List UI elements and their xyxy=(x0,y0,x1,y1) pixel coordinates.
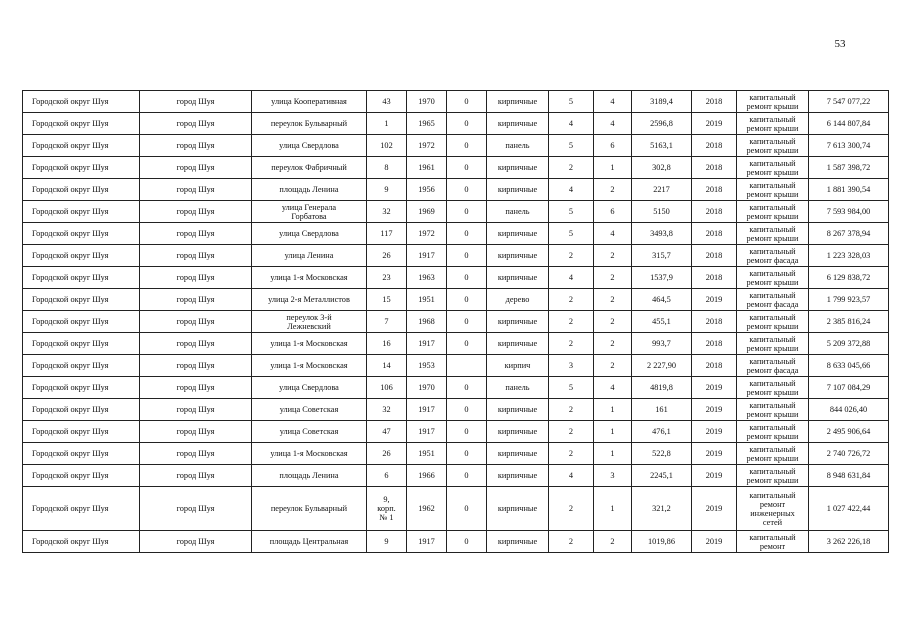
cell-area: 1019,86 xyxy=(632,531,692,553)
cell-street: переулок 3-й Лежневский xyxy=(252,311,367,333)
cell-street: площадь Ленина xyxy=(252,179,367,201)
cell-wall-material: панель xyxy=(487,135,549,157)
cell-wall-material: кирпичные xyxy=(487,333,549,355)
cell-district: Городской округ Шуя xyxy=(23,91,140,113)
cell-cost: 5 209 372,88 xyxy=(809,333,889,355)
cell-cost: 7 593 984,00 xyxy=(809,201,889,223)
cell-plan-year: 2019 xyxy=(692,531,737,553)
cell-year-overhaul: 0 xyxy=(447,267,487,289)
cell-area: 2245,1 xyxy=(632,465,692,487)
cell-district: Городской округ Шуя xyxy=(23,179,140,201)
cell-wall-material: кирпичные xyxy=(487,157,549,179)
cell-cost: 1 027 422,44 xyxy=(809,487,889,531)
cell-year-built: 1969 xyxy=(407,201,447,223)
cell-entrances: 4 xyxy=(594,223,632,245)
cell-wall-material: кирпичные xyxy=(487,113,549,135)
cell-street: улица Советская xyxy=(252,399,367,421)
cell-area: 5150 xyxy=(632,201,692,223)
cell-settlement: город Шуя xyxy=(140,311,252,333)
cell-floors: 3 xyxy=(549,355,594,377)
cell-street: улица 1-я Московская xyxy=(252,267,367,289)
table-row xyxy=(23,421,889,443)
cell-district: Городской округ Шуя xyxy=(23,157,140,179)
cell-house-number: 16 xyxy=(367,333,407,355)
cell-floors: 5 xyxy=(549,135,594,157)
page-number: 53 xyxy=(834,38,846,50)
cell-area: 3189,4 xyxy=(632,91,692,113)
cell-settlement: город Шуя xyxy=(140,399,252,421)
cell-entrances: 6 xyxy=(594,201,632,223)
cell-entrances: 2 xyxy=(594,289,632,311)
cell-street: площадь Центральная xyxy=(252,531,367,553)
cell-area: 522,8 xyxy=(632,443,692,465)
cell-cost: 8 948 631,84 xyxy=(809,465,889,487)
cell-year-overhaul: 0 xyxy=(447,223,487,245)
cell-entrances: 2 xyxy=(594,311,632,333)
cell-floors: 2 xyxy=(549,399,594,421)
cell-wall-material: кирпич xyxy=(487,355,549,377)
cell-district: Городской округ Шуя xyxy=(23,487,140,531)
table-row xyxy=(23,377,889,399)
cell-house-number: 47 xyxy=(367,421,407,443)
cell-work-type: капитальный ремонт крыши xyxy=(737,333,809,355)
cell-plan-year: 2018 xyxy=(692,311,737,333)
cell-work-type: капитальный ремонт фасада xyxy=(737,355,809,377)
cell-settlement: город Шуя xyxy=(140,355,252,377)
cell-street: улица Ленина xyxy=(252,245,367,267)
cell-wall-material: кирпичные xyxy=(487,311,549,333)
cell-work-type: капитальный ремонт крыши xyxy=(737,179,809,201)
cell-wall-material: кирпичные xyxy=(487,465,549,487)
cell-wall-material: кирпичные xyxy=(487,443,549,465)
cell-plan-year: 2019 xyxy=(692,377,737,399)
cell-area: 161 xyxy=(632,399,692,421)
cell-district: Городской округ Шуя xyxy=(23,443,140,465)
cell-year-overhaul: 0 xyxy=(447,135,487,157)
cell-floors: 2 xyxy=(549,443,594,465)
cell-house-number: 1 xyxy=(367,113,407,135)
cell-entrances: 4 xyxy=(594,377,632,399)
cell-entrances: 1 xyxy=(594,443,632,465)
table-row xyxy=(23,91,889,113)
cell-house-number: 14 xyxy=(367,355,407,377)
table-body xyxy=(23,91,889,553)
cell-street: переулок Фабричный xyxy=(252,157,367,179)
cell-work-type: капитальный ремонт фасада xyxy=(737,245,809,267)
table-row xyxy=(23,267,889,289)
cell-floors: 2 xyxy=(549,487,594,531)
cell-plan-year: 2018 xyxy=(692,201,737,223)
cell-year-overhaul: 0 xyxy=(447,157,487,179)
table-row xyxy=(23,487,889,531)
cell-house-number: 102 xyxy=(367,135,407,157)
cell-work-type: капитальный ремонт крыши xyxy=(737,223,809,245)
cell-settlement: город Шуя xyxy=(140,377,252,399)
cell-house-number: 32 xyxy=(367,399,407,421)
cell-cost: 8 267 378,94 xyxy=(809,223,889,245)
cell-area: 302,8 xyxy=(632,157,692,179)
cell-year-built: 1972 xyxy=(407,223,447,245)
cell-district: Городской округ Шуя xyxy=(23,135,140,157)
table-row xyxy=(23,531,889,553)
cell-district: Городской округ Шуя xyxy=(23,311,140,333)
cell-year-built: 1951 xyxy=(407,289,447,311)
cell-street: площадь Ленина xyxy=(252,465,367,487)
cell-house-number: 7 xyxy=(367,311,407,333)
cell-entrances: 2 xyxy=(594,355,632,377)
cell-floors: 2 xyxy=(549,289,594,311)
table-row xyxy=(23,333,889,355)
cell-settlement: город Шуя xyxy=(140,135,252,157)
cell-house-number: 43 xyxy=(367,91,407,113)
table-row xyxy=(23,135,889,157)
cell-district: Городской округ Шуя xyxy=(23,267,140,289)
cell-work-type: капитальный ремонт крыши xyxy=(737,201,809,223)
cell-entrances: 1 xyxy=(594,399,632,421)
cell-plan-year: 2018 xyxy=(692,91,737,113)
cell-entrances: 2 xyxy=(594,245,632,267)
cell-work-type: капитальный ремонт крыши xyxy=(737,267,809,289)
cell-area: 1537,9 xyxy=(632,267,692,289)
cell-plan-year: 2019 xyxy=(692,487,737,531)
cell-year-overhaul: 0 xyxy=(447,465,487,487)
cell-cost: 2 740 726,72 xyxy=(809,443,889,465)
cell-year-overhaul: 0 xyxy=(447,289,487,311)
cell-wall-material: кирпичные xyxy=(487,179,549,201)
cell-plan-year: 2019 xyxy=(692,443,737,465)
cell-house-number: 15 xyxy=(367,289,407,311)
cell-wall-material: дерево xyxy=(487,289,549,311)
cell-plan-year: 2019 xyxy=(692,113,737,135)
cell-house-number: 32 xyxy=(367,201,407,223)
table-row xyxy=(23,113,889,135)
cell-year-built: 1956 xyxy=(407,179,447,201)
cell-floors: 2 xyxy=(549,245,594,267)
table-row xyxy=(23,355,889,377)
cell-work-type: капитальный ремонт крыши xyxy=(737,135,809,157)
cell-district: Городской округ Шуя xyxy=(23,333,140,355)
cell-area: 476,1 xyxy=(632,421,692,443)
cell-plan-year: 2019 xyxy=(692,289,737,311)
cell-house-number: 117 xyxy=(367,223,407,245)
cell-year-overhaul: 0 xyxy=(447,201,487,223)
cell-house-number: 6 xyxy=(367,465,407,487)
table-row xyxy=(23,465,889,487)
cell-year-overhaul: 0 xyxy=(447,91,487,113)
cell-settlement: город Шуя xyxy=(140,443,252,465)
cell-settlement: город Шуя xyxy=(140,267,252,289)
cell-year-built: 1917 xyxy=(407,531,447,553)
cell-year-built: 1966 xyxy=(407,465,447,487)
cell-house-number: 106 xyxy=(367,377,407,399)
cell-year-built: 1963 xyxy=(407,267,447,289)
cell-entrances: 1 xyxy=(594,421,632,443)
cell-plan-year: 2018 xyxy=(692,157,737,179)
cell-area: 993,7 xyxy=(632,333,692,355)
cell-year-overhaul: 0 xyxy=(447,179,487,201)
cell-settlement: город Шуя xyxy=(140,91,252,113)
cell-cost: 6 144 807,84 xyxy=(809,113,889,135)
cell-cost: 8 633 045,66 xyxy=(809,355,889,377)
cell-year-overhaul: 0 xyxy=(447,245,487,267)
cell-year-built: 1970 xyxy=(407,377,447,399)
cell-entrances: 2 xyxy=(594,333,632,355)
table-row xyxy=(23,399,889,421)
cell-wall-material: кирпичные xyxy=(487,91,549,113)
cell-year-built: 1917 xyxy=(407,333,447,355)
cell-area: 315,7 xyxy=(632,245,692,267)
cell-floors: 2 xyxy=(549,311,594,333)
cell-wall-material: кирпичные xyxy=(487,531,549,553)
cell-district: Городской округ Шуя xyxy=(23,289,140,311)
cell-year-built: 1968 xyxy=(407,311,447,333)
cell-settlement: город Шуя xyxy=(140,179,252,201)
cell-settlement: город Шуя xyxy=(140,157,252,179)
cell-district: Городской округ Шуя xyxy=(23,245,140,267)
cell-plan-year: 2018 xyxy=(692,333,737,355)
cell-cost: 3 262 226,18 xyxy=(809,531,889,553)
cell-district: Городской округ Шуя xyxy=(23,201,140,223)
cell-street: улица Свердлова xyxy=(252,223,367,245)
cell-year-built: 1917 xyxy=(407,421,447,443)
cell-street: улица 1-я Московская xyxy=(252,333,367,355)
cell-house-number: 26 xyxy=(367,443,407,465)
cell-year-overhaul: 0 xyxy=(447,113,487,135)
cell-year-overhaul: 0 xyxy=(447,421,487,443)
cell-work-type: капитальный ремонт крыши xyxy=(737,421,809,443)
cell-area: 2596,8 xyxy=(632,113,692,135)
cell-entrances: 4 xyxy=(594,113,632,135)
cell-plan-year: 2019 xyxy=(692,399,737,421)
cell-district: Городской округ Шуя xyxy=(23,421,140,443)
cell-work-type: капитальный ремонт крыши xyxy=(737,377,809,399)
cell-wall-material: кирпичные xyxy=(487,245,549,267)
table-row xyxy=(23,311,889,333)
cell-district: Городской округ Шуя xyxy=(23,531,140,553)
cell-area: 5163,1 xyxy=(632,135,692,157)
cell-floors: 5 xyxy=(549,201,594,223)
cell-floors: 5 xyxy=(549,91,594,113)
cell-wall-material: панель xyxy=(487,201,549,223)
cell-area: 455,1 xyxy=(632,311,692,333)
cell-year-overhaul: 0 xyxy=(447,311,487,333)
cell-work-type: капитальный ремонт крыши xyxy=(737,113,809,135)
table-row xyxy=(23,223,889,245)
cell-floors: 2 xyxy=(549,333,594,355)
cell-settlement: город Шуя xyxy=(140,333,252,355)
cell-floors: 2 xyxy=(549,157,594,179)
cell-area: 4819,8 xyxy=(632,377,692,399)
cell-settlement: город Шуя xyxy=(140,245,252,267)
cell-work-type: капитальный ремонт крыши xyxy=(737,443,809,465)
cell-floors: 2 xyxy=(549,531,594,553)
cell-settlement: город Шуя xyxy=(140,487,252,531)
cell-year-built: 1917 xyxy=(407,399,447,421)
cell-floors: 5 xyxy=(549,377,594,399)
cell-area: 2 227,90 xyxy=(632,355,692,377)
cell-year-built: 1962 xyxy=(407,487,447,531)
table-row xyxy=(23,443,889,465)
cell-floors: 4 xyxy=(549,179,594,201)
cell-year-overhaul: 0 xyxy=(447,531,487,553)
cell-cost: 7 107 084,29 xyxy=(809,377,889,399)
cell-floors: 5 xyxy=(549,223,594,245)
cell-work-type: капитальный ремонт инженерных сетей xyxy=(737,487,809,531)
cell-plan-year: 2018 xyxy=(692,223,737,245)
cell-plan-year: 2019 xyxy=(692,465,737,487)
cell-year-built: 1970 xyxy=(407,91,447,113)
cell-year-built: 1917 xyxy=(407,245,447,267)
cell-cost: 6 129 838,72 xyxy=(809,267,889,289)
cell-house-number: 9 xyxy=(367,179,407,201)
cell-settlement: город Шуя xyxy=(140,531,252,553)
cell-floors: 2 xyxy=(549,421,594,443)
cell-cost: 2 495 906,64 xyxy=(809,421,889,443)
table-row xyxy=(23,289,889,311)
cell-year-built: 1965 xyxy=(407,113,447,135)
cell-cost: 7 547 077,22 xyxy=(809,91,889,113)
cell-entrances: 1 xyxy=(594,157,632,179)
cell-year-overhaul xyxy=(447,355,487,377)
cell-work-type: капитальный ремонт крыши xyxy=(737,157,809,179)
cell-year-overhaul: 0 xyxy=(447,443,487,465)
cell-plan-year: 2018 xyxy=(692,135,737,157)
cell-settlement: город Шуя xyxy=(140,421,252,443)
cell-cost: 7 613 300,74 xyxy=(809,135,889,157)
cell-house-number: 9 xyxy=(367,531,407,553)
cell-house-number: 26 xyxy=(367,245,407,267)
cell-work-type: капитальный ремонт крыши xyxy=(737,465,809,487)
cell-work-type: капитальный ремонт крыши xyxy=(737,311,809,333)
cell-street: улица 1-я Московская xyxy=(252,355,367,377)
cell-wall-material: кирпичные xyxy=(487,421,549,443)
cell-entrances: 1 xyxy=(594,487,632,531)
cell-street: улица Кооперативная xyxy=(252,91,367,113)
cell-plan-year: 2018 xyxy=(692,267,737,289)
cell-wall-material: кирпичные xyxy=(487,399,549,421)
cell-entrances: 2 xyxy=(594,531,632,553)
cell-street: улица Советская xyxy=(252,421,367,443)
cell-cost: 1 223 328,03 xyxy=(809,245,889,267)
cell-year-overhaul: 0 xyxy=(447,333,487,355)
table-row xyxy=(23,245,889,267)
cell-floors: 4 xyxy=(549,465,594,487)
cell-floors: 4 xyxy=(549,113,594,135)
cell-district: Городской округ Шуя xyxy=(23,113,140,135)
cell-work-type: капитальный ремонт фасада xyxy=(737,289,809,311)
cell-street: улица 2-я Металлистов xyxy=(252,289,367,311)
cell-house-number: 23 xyxy=(367,267,407,289)
cell-street: улица Генерала Горбатова xyxy=(252,201,367,223)
cell-year-overhaul: 0 xyxy=(447,377,487,399)
cell-entrances: 3 xyxy=(594,465,632,487)
table-row xyxy=(23,179,889,201)
cell-street: улица 1-я Московская xyxy=(252,443,367,465)
cell-house-number: 9, корп. № 1 xyxy=(367,487,407,531)
cell-year-built: 1953 xyxy=(407,355,447,377)
housing-registry-table xyxy=(22,90,889,553)
cell-settlement: город Шуя xyxy=(140,201,252,223)
cell-entrances: 2 xyxy=(594,179,632,201)
cell-cost: 844 026,40 xyxy=(809,399,889,421)
cell-street: переулок Бульварный xyxy=(252,487,367,531)
cell-year-built: 1951 xyxy=(407,443,447,465)
cell-district: Городской округ Шуя xyxy=(23,377,140,399)
cell-district: Городской округ Шуя xyxy=(23,355,140,377)
cell-cost: 1 587 398,72 xyxy=(809,157,889,179)
cell-settlement: город Шуя xyxy=(140,289,252,311)
cell-district: Городской округ Шуя xyxy=(23,465,140,487)
cell-area: 321,2 xyxy=(632,487,692,531)
cell-settlement: город Шуя xyxy=(140,223,252,245)
cell-wall-material: панель xyxy=(487,377,549,399)
cell-cost: 1 881 390,54 xyxy=(809,179,889,201)
cell-work-type: капитальный ремонт крыши xyxy=(737,399,809,421)
cell-floors: 4 xyxy=(549,267,594,289)
cell-year-overhaul: 0 xyxy=(447,399,487,421)
cell-house-number: 8 xyxy=(367,157,407,179)
cell-year-built: 1961 xyxy=(407,157,447,179)
cell-wall-material: кирпичные xyxy=(487,487,549,531)
cell-wall-material: кирпичные xyxy=(487,223,549,245)
table-row xyxy=(23,157,889,179)
cell-settlement: город Шуя xyxy=(140,113,252,135)
cell-plan-year: 2018 xyxy=(692,179,737,201)
cell-year-built: 1972 xyxy=(407,135,447,157)
cell-street: переулок Бульварный xyxy=(252,113,367,135)
cell-entrances: 4 xyxy=(594,91,632,113)
cell-street: улица Свердлова xyxy=(252,135,367,157)
cell-cost: 1 799 923,57 xyxy=(809,289,889,311)
cell-plan-year: 2019 xyxy=(692,421,737,443)
cell-settlement: город Шуя xyxy=(140,465,252,487)
cell-cost: 2 385 816,24 xyxy=(809,311,889,333)
cell-entrances: 2 xyxy=(594,267,632,289)
cell-work-type: капитальный ремонт xyxy=(737,531,809,553)
cell-district: Городской округ Шуя xyxy=(23,223,140,245)
cell-district: Городской округ Шуя xyxy=(23,399,140,421)
table-row xyxy=(23,201,889,223)
cell-area: 3493,8 xyxy=(632,223,692,245)
cell-plan-year: 2018 xyxy=(692,245,737,267)
cell-wall-material: кирпичные xyxy=(487,267,549,289)
cell-plan-year: 2018 xyxy=(692,355,737,377)
cell-area: 2217 xyxy=(632,179,692,201)
cell-street: улица Свердлова xyxy=(252,377,367,399)
cell-entrances: 6 xyxy=(594,135,632,157)
cell-work-type: капитальный ремонт крыши xyxy=(737,91,809,113)
cell-year-overhaul: 0 xyxy=(447,487,487,531)
cell-area: 464,5 xyxy=(632,289,692,311)
